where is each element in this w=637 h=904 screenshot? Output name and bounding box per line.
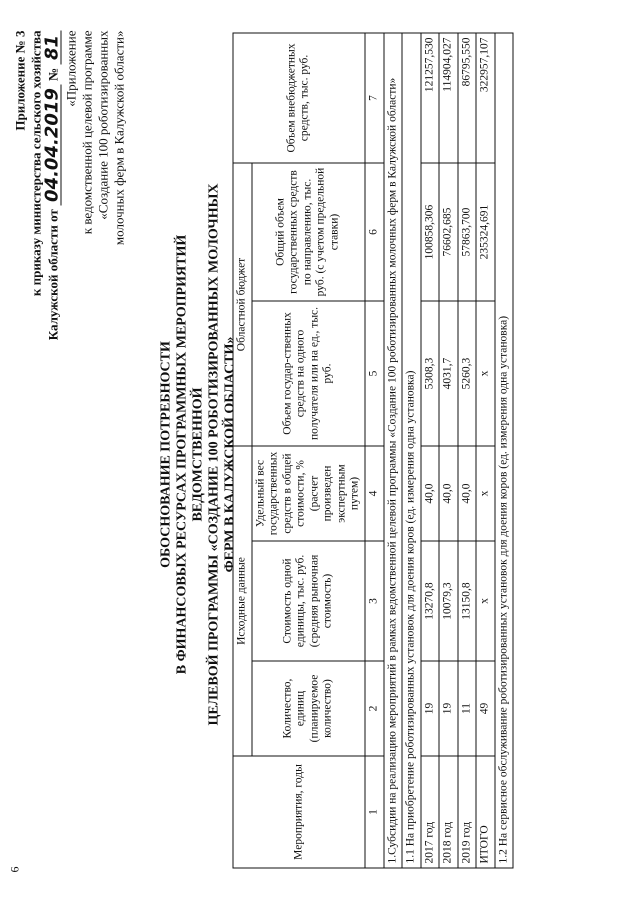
cell-total: 57863,700	[457, 162, 476, 300]
appendix-header	[12, 30, 127, 410]
cell-share: 40,0	[420, 446, 439, 541]
page-number: 6	[7, 866, 21, 872]
header-row-groups	[233, 32, 252, 867]
cell-per-unit: 5260,3	[457, 301, 476, 446]
cell-unit-cost: х	[476, 541, 495, 661]
cell-share: 40,0	[439, 446, 458, 541]
header-extrabudget: Объем внебюджетных средств, тыс. руб.	[233, 32, 365, 162]
header-measures: Мероприятия, годы	[233, 756, 365, 868]
financial-table	[232, 32, 513, 868]
header-per-recipient: Объем государ-ственных средств на одного получателя или на ед., тыс. руб.	[251, 301, 364, 446]
column-number: 1	[364, 756, 383, 868]
handwritten-date: 04.04.2019	[44, 84, 61, 206]
section-row	[402, 32, 421, 867]
appendix-order-line: к приказу министерства сельского хозяйства	[28, 30, 43, 296]
cell-quantity: 19	[420, 661, 439, 756]
title-line: ОБОСНОВАНИЕ ПОТРЕБНОСТИ	[158, 340, 173, 568]
row-label-total: ИТОГО	[476, 756, 495, 868]
cell-per-unit: 4031,7	[439, 301, 458, 446]
cell-quantity: 19	[439, 661, 458, 756]
table-row	[457, 32, 476, 867]
section-row	[383, 32, 402, 867]
cell-quantity: 49	[476, 661, 495, 756]
header-quantity: Количество, единиц (планируемое количество)	[251, 661, 364, 756]
cell-extrabudget: 114904,027	[439, 32, 458, 162]
column-number: 2	[364, 661, 383, 756]
table-row-total	[476, 32, 495, 867]
column-number-row	[364, 32, 383, 867]
cell-per-unit: х	[476, 301, 495, 446]
cell-unit-cost: 10079,3	[439, 541, 458, 661]
cell-share: 40,0	[457, 446, 476, 541]
row-label: 2018 год	[439, 756, 458, 868]
appendix-block-line: к ведомственной целевой программе	[79, 30, 94, 234]
cell-total: 235324,691	[476, 162, 495, 300]
appendix-program-block	[63, 30, 127, 410]
cell-unit-cost: 13150,8	[457, 541, 476, 661]
title-line: ФЕРМ В КАЛУЖСКОЙ ОБЛАСТИ»	[222, 336, 237, 572]
number-sign: №	[45, 67, 60, 81]
section-1-1-heading: 1.1 На приобретение роботизированных установок для доения коров (ед. измерения одна установка)	[402, 32, 421, 867]
header-total-direction: Общий объем государственных средств по направлению, тыс. руб. (с учетом предельной ставки)	[251, 162, 364, 300]
header-share: Удельный вес государственных средств в общей стоимости, % (расчет произведен экспертным путем)	[251, 446, 364, 541]
appendix-date-line	[41, 30, 62, 410]
table-row	[439, 32, 458, 867]
cell-extrabudget: 121257,530	[420, 32, 439, 162]
cell-quantity: 11	[457, 661, 476, 756]
cell-extrabudget: 86795,550	[457, 32, 476, 162]
cell-total: 100858,306	[420, 162, 439, 300]
cell-extrabudget: 322957,107	[476, 32, 495, 162]
table-row	[420, 32, 439, 867]
column-number: 6	[364, 162, 383, 300]
appendix-block-line: «Создание 100 роботизированных	[95, 30, 110, 220]
column-number: 3	[364, 541, 383, 661]
section-1-heading: 1.Субсидии на реализацию мероприятий в рамках ведомственной целевой программы «Создание 100 роботизированных молочных ферм в Калужской области»	[383, 32, 402, 867]
cell-per-unit: 5308,3	[420, 301, 439, 446]
row-label: 2019 год	[457, 756, 476, 868]
appendix-date-prefix: Калужской области от	[45, 208, 60, 340]
section-1-2-heading: 1.2 На сервисное обслуживание роботизированных установок для доения коров (ед. измерения одна установка)	[494, 32, 513, 867]
appendix-block-line: «Приложение	[63, 30, 78, 107]
column-number: 7	[364, 32, 383, 162]
cell-share: х	[476, 446, 495, 541]
row-label: 2017 год	[420, 756, 439, 868]
document-title	[158, 174, 238, 734]
title-line: В ФИНАНСОВЫХ РЕСУРСАХ ПРОГРАММНЫХ МЕРОПРИЯТИЙ ВЕДОМСТВЕННОЙ	[174, 234, 205, 674]
column-number: 5	[364, 301, 383, 446]
appendix-block-line: молочных ферм в Калужской области»	[111, 30, 126, 245]
header-source-data: Исходные данные	[233, 446, 252, 756]
cell-total: 76602,685	[439, 162, 458, 300]
header-unit-cost: Стоимость одной единицы, тыс. руб. (средняя рыночная стоимость)	[251, 541, 364, 661]
cell-unit-cost: 13270,8	[420, 541, 439, 661]
title-line: ЦЕЛЕВОЙ ПРОГРАММЫ «СОЗДАНИЕ 100 РОБОТИЗИРОВАННЫХ МОЛОЧНЫХ	[206, 183, 221, 725]
handwritten-number: 81	[44, 30, 61, 64]
appendix-title: Приложение № 3	[12, 30, 27, 131]
column-number: 4	[364, 446, 383, 541]
header-regional-budget: Областной бюджет	[233, 162, 252, 445]
section-row	[494, 32, 513, 867]
